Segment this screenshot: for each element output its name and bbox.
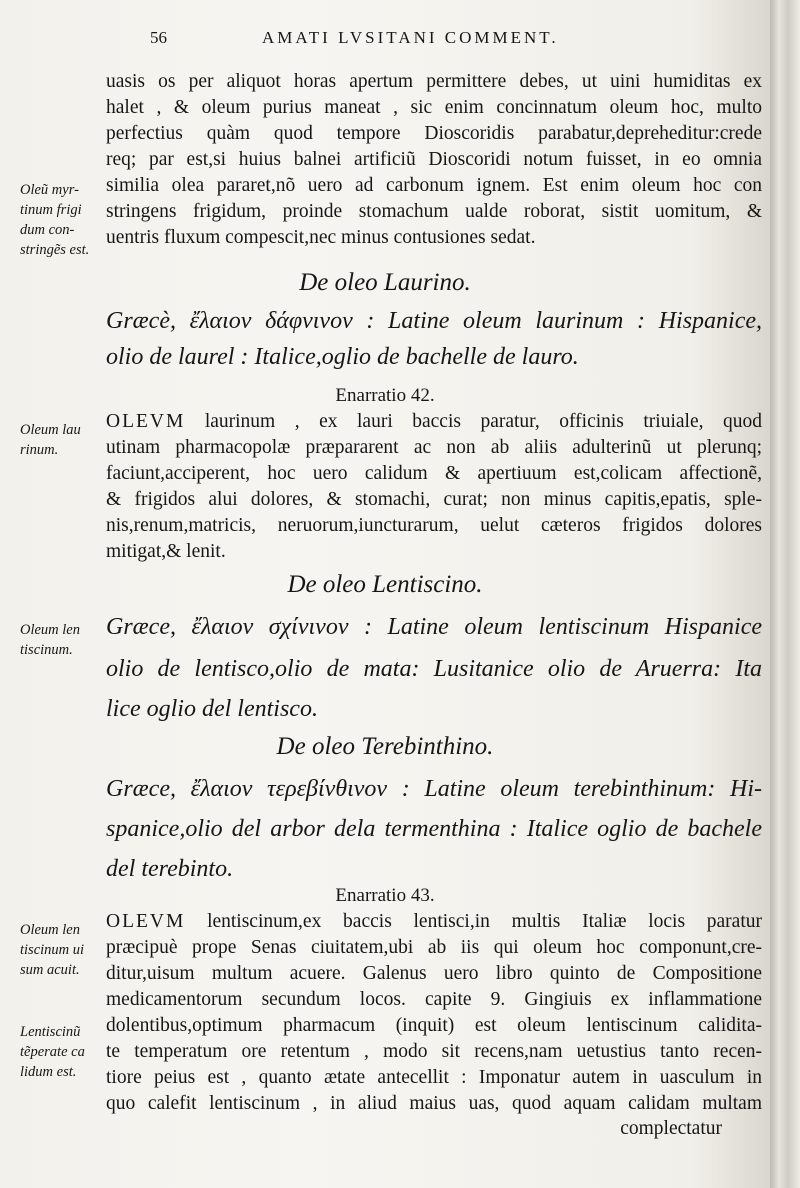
margin-note-oleum-lentiscinum-uisum	[20, 920, 102, 980]
text-line: mitigat,& lenit.	[106, 541, 226, 562]
section-title-terebinthino: De oleo Terebinthino.	[276, 733, 494, 760]
text-line: dolentibus,optimum pharmacum (inquit) est oleum lentiscinum calidita-	[106, 1015, 762, 1036]
margin-note-line: tiscinum.	[20, 642, 73, 658]
text-line: stringens frigidum, proinde stomachum ualde roborat, sistit uomitum, &	[106, 201, 762, 222]
margin-note-line: Oleum lau	[20, 422, 81, 438]
synonym-line: olio de lentisco,olio de mata: Lusitanice olio de Aruerra: Ita	[106, 656, 762, 682]
text-line: utinam pharmacopolæ præpararent ac non ab aliis adulterinũ ut plerunq;	[106, 437, 762, 458]
text-line: halet , & oleum purius maneat , sic enim concinnatum oleum hoc, multo	[106, 97, 762, 118]
margin-note-line: Oleum len	[20, 622, 80, 638]
text-line	[106, 410, 762, 434]
margin-note-line: lidum est.	[20, 1064, 77, 1080]
catchword: complectatur	[620, 1118, 722, 1139]
synonym-line: del terebinto.	[106, 856, 234, 882]
text-line-rest: lentiscinum,ex baccis lentisci,in multis Italiæ locis paratur	[207, 911, 762, 932]
text-line: medicamentorum secundum locos. capite 9. Gingiuis ex inflammatione	[106, 989, 762, 1010]
margin-note-line: rinum.	[20, 442, 59, 458]
synonym-line: Græcè, ἔλαιον δάφνινον : Latine oleum laurinum : Hispanice,	[106, 308, 762, 334]
margin-note-oleum-laurinum	[20, 420, 102, 460]
margin-note-oleum-myrtinum	[20, 180, 102, 260]
section-title-laurino: De oleo Laurino.	[299, 269, 471, 296]
margin-note-line: sum acuit.	[20, 962, 80, 978]
page-edge	[770, 0, 800, 1188]
running-head: AMATI LVSITANI COMMENT.	[262, 28, 559, 47]
text-line: præcipuè prope Senas ciuitatem,ubi ab iis qui oleum hoc componunt,cre-	[106, 937, 762, 958]
margin-note-line: Oleũ myr-	[20, 182, 79, 198]
text-line: perfectius quàm quod tempore Dioscoridis parabatur,depreheditur:crede	[106, 123, 762, 144]
page-number: 56	[150, 28, 167, 47]
initial-word: OLEVM	[106, 411, 186, 432]
margin-note-line: tinum frigi	[20, 202, 82, 218]
margin-note-line: dum con-	[20, 222, 75, 238]
text-line: uentris fluxum compescit,nec minus contusiones sedat.	[106, 227, 536, 248]
text-line: tiore peius est , quanto ætate antecellit : Imponatur autem in uasculum in	[106, 1067, 762, 1088]
text-line: & frigidos alui dolores, & stomachi, curat; non minus capitis,epatis, sple-	[106, 489, 762, 510]
synonym-line: spanice,olio del arbor dela termenthina : Italice oglio de bachele	[106, 816, 762, 842]
text-line: quo calefit lentiscinum , in aliud maius uas, quod aquam calidam multam	[106, 1093, 762, 1114]
margin-note-line: stringẽs est.	[20, 242, 90, 258]
section-title-lentiscino: De oleo Lentiscino.	[287, 571, 483, 598]
text-line: ditur,uisum multum acuere. Galenus uero libro quinto de Compositione	[106, 963, 762, 984]
margin-note-line: Oleum len	[20, 922, 80, 938]
text-line: faciunt,acciperent, hoc uero calidum & apertiuum est,colicam affectionẽ,	[106, 463, 762, 484]
enarratio-heading: Enarratio 42.	[335, 385, 435, 406]
synonym-line: Græce, ἔλαιον τερεβίνθινον : Latine oleum terebinthinum: Hi-	[106, 776, 762, 802]
text-line: uasis os per aliquot horas apertum permittere debes, ut uini humiditas ex	[106, 71, 762, 92]
synonym-line: olio de laurel : Italice,oglio de bachelle de lauro.	[106, 344, 579, 370]
margin-note-line: tẽperate ca	[20, 1044, 85, 1060]
text-line: te temperatum ore retentum , modo sit recens,nam uetustius tanto recen-	[106, 1041, 762, 1062]
text-line: nis,renum,matricis, neruorum,iuncturarum, uelut cæteros frigidos dolores	[106, 515, 762, 536]
text-line-rest: laurinum , ex lauri baccis paratur, officinis triuiale, quod	[204, 411, 762, 432]
margin-note-oleum-lentiscinum	[20, 620, 102, 660]
text-line	[106, 910, 762, 934]
enarratio-heading: Enarratio 43.	[335, 885, 435, 906]
margin-note-lentiscinum-temperate	[20, 1022, 102, 1082]
synonym-line: Græce, ἔλαιον σχίνινον : Latine oleum lentiscinum Hispanice	[106, 614, 762, 640]
synonym-line: lice oglio del lentisco.	[106, 696, 318, 722]
text-line: similia olea pararet,nõ uero ad carbonum ignem. Est enim oleum hoc con	[106, 175, 762, 196]
margin-note-line: Lentiscinũ	[20, 1024, 81, 1040]
margin-note-line: tiscinum ui	[20, 942, 85, 958]
text-line: req; par est,si huius balnei artificiũ Dioscoridi notum fuisset, in eo omnia	[106, 149, 762, 170]
initial-word: OLEVM	[106, 911, 186, 932]
